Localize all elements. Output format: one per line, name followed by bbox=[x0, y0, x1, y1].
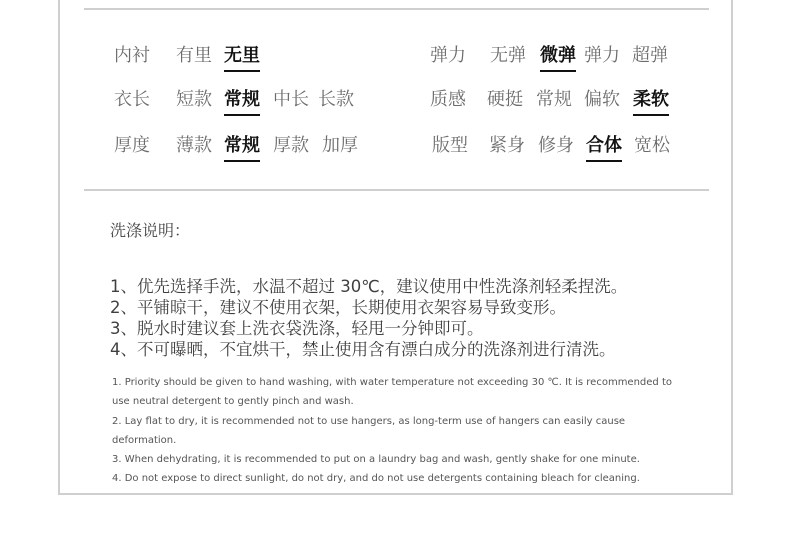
option-thin[interactable]: 薄款 bbox=[176, 135, 212, 156]
option-regular-length[interactable]: 常规 bbox=[224, 87, 260, 113]
attr-label-fit: 版型 bbox=[432, 135, 468, 156]
option-soft[interactable]: 柔软 bbox=[633, 87, 669, 113]
option-short[interactable]: 短款 bbox=[176, 89, 212, 110]
option-regular-fit[interactable]: 合体 bbox=[586, 133, 622, 159]
wash-cn-item: 2、平铺晾干，建议不使用衣架，长期使用衣架容易导致变形。 bbox=[110, 298, 566, 317]
top-divider bbox=[84, 8, 709, 10]
wash-instructions-en bbox=[112, 373, 692, 489]
attr-label-thickness: 厚度 bbox=[114, 135, 150, 156]
option-slight-stretch[interactable]: 微弹 bbox=[540, 43, 576, 69]
option-with-lining[interactable]: 有里 bbox=[176, 45, 212, 66]
option-super-stretch[interactable]: 超弹 bbox=[632, 45, 668, 66]
wash-en-item: 3. When dehydrating, it is recommended to put on a laundry bag and wash, gently shake for one minute. bbox=[112, 454, 640, 466]
option-no-lining[interactable]: 无里 bbox=[224, 43, 260, 69]
wash-en-item: 1. Priority should be given to hand washing, with water temperature not exceeding 30 ℃. It is recommended to use neutral detergent to gently pinch and wash. bbox=[112, 377, 672, 408]
wash-cn-item: 3、脱水时建议套上洗衣袋洗涤，轻甩一分钟即可。 bbox=[110, 319, 484, 338]
middle-divider bbox=[84, 189, 709, 191]
wash-en-item: 4. Do not expose to direct sunlight, do not dry, and do not use detergents containing bleach for cleaning. bbox=[112, 473, 640, 485]
option-regular-thickness[interactable]: 常规 bbox=[224, 133, 260, 159]
attr-label-elasticity: 弹力 bbox=[430, 45, 466, 66]
wash-en-item: 2. Lay flat to dry, it is recommended not to use hangers, as long-term use of hangers can easily cause deformation. bbox=[112, 415, 626, 446]
wash-instructions-title: 洗涤说明： bbox=[110, 221, 191, 240]
option-regular-texture[interactable]: 常规 bbox=[536, 89, 572, 110]
option-slightly-soft[interactable]: 偏软 bbox=[584, 89, 620, 110]
option-thick[interactable]: 厚款 bbox=[273, 135, 309, 156]
attr-label-texture: 质感 bbox=[430, 89, 466, 110]
option-mid-length[interactable]: 中长 bbox=[273, 89, 309, 110]
wash-instructions-cn bbox=[110, 276, 627, 360]
option-slim[interactable]: 修身 bbox=[538, 135, 574, 156]
option-long[interactable]: 长款 bbox=[318, 89, 354, 110]
option-no-stretch[interactable]: 无弹 bbox=[490, 45, 526, 66]
wash-cn-item: 4、不可曝晒，不宜烘干，禁止使用含有漂白成分的洗涤剂进行清洗。 bbox=[110, 340, 616, 359]
option-tight[interactable]: 紧身 bbox=[489, 135, 525, 156]
option-stretch[interactable]: 弹力 bbox=[584, 45, 620, 66]
wash-cn-item: 1、优先选择手洗，水温不超过 30℃，建议使用中性洗涤剂轻柔捏洗。 bbox=[110, 277, 628, 296]
attr-label-lining: 内衬 bbox=[114, 45, 150, 66]
option-extra-thick[interactable]: 加厚 bbox=[322, 135, 358, 156]
attr-label-length: 衣长 bbox=[114, 89, 150, 110]
option-loose[interactable]: 宽松 bbox=[634, 135, 670, 156]
option-stiff[interactable]: 硬挺 bbox=[487, 89, 523, 110]
